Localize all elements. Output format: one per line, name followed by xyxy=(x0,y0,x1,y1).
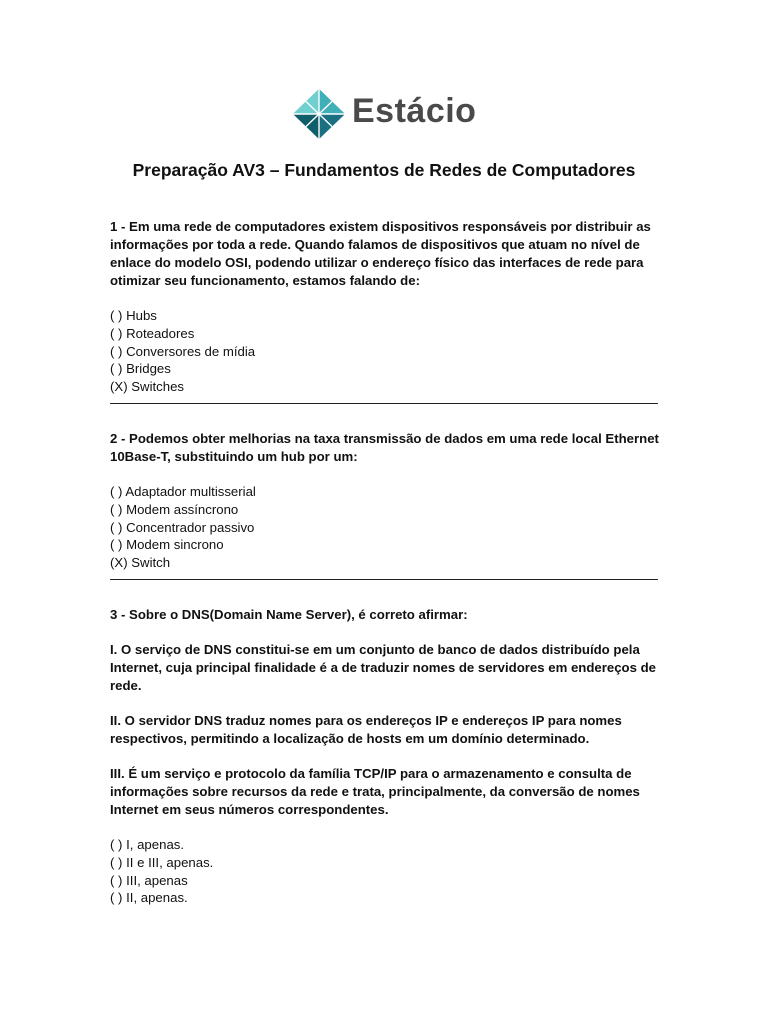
statement-i: I. O serviço de DNS constitui-se em um conjunto de banco de dados distribuído pela Internet, cuja principal finalidade é a de traduzir nomes de servidores em endereços de rede. xyxy=(110,641,656,693)
question-1-options xyxy=(110,307,662,396)
document-content xyxy=(110,218,662,907)
option-adaptador: ( ) Adaptador multisserial xyxy=(110,483,256,499)
option-i: ( ) I, apenas. xyxy=(110,836,185,852)
logo-wordmark: Estácio xyxy=(352,92,477,130)
option-modem-assincrono: ( ) Modem assíncrono xyxy=(110,501,239,517)
option-modem-sincrono: ( ) Modem sincrono xyxy=(110,537,224,553)
option-switches: (X) Switches xyxy=(110,379,185,395)
document-title: Preparação AV3 – Fundamentos de Redes de Computadores xyxy=(132,160,636,180)
option-switch: (X) Switch xyxy=(110,555,171,571)
diamond-logo-icon xyxy=(292,88,346,140)
question-2-prompt: 2 - Podemos obter melhorias na taxa transmissão de dados em uma rede local Ethernet 10Base-T, substituindo um hub por um: xyxy=(110,430,659,464)
question-1-prompt: 1 - Em uma rede de computadores existem dispositivos responsáveis por distribuir as informações por toda a rede. Quando falamos de dispositivos que atuam no nível de enlace do modelo OSI, podendo utilizar o endereço físico das interfaces de rede para otimizar seu funcionamento, estamos falando de: xyxy=(110,219,651,288)
question-2-options xyxy=(110,483,662,572)
statement-ii: II. O servidor DNS traduz nomes para os endereços IP e endereços IP para nomes respectivos, permitindo a localização de hosts em um domínio determinado. xyxy=(110,712,622,746)
option-ii-iii: ( ) II e III, apenas. xyxy=(110,854,214,870)
question-3-options xyxy=(110,836,662,907)
statement-iii: III. É um serviço e protocolo da família TCP/IP para o armazenamento e consulta de informações sobre recursos da rede e trata, principalmente, da conversão de nomes Internet em seus números correspondentes. xyxy=(110,765,640,817)
estacio-logo xyxy=(292,88,477,140)
option-iii: ( ) III, apenas xyxy=(110,872,188,888)
option-ii: ( ) II, apenas. xyxy=(110,890,188,906)
option-concentrador: ( ) Concentrador passivo xyxy=(110,519,255,535)
option-bridges: ( ) Bridges xyxy=(110,361,171,377)
option-conversores: ( ) Conversores de mídia xyxy=(110,343,256,359)
option-hubs: ( ) Hubs xyxy=(110,308,157,323)
question-3-prompt: 3 - Sobre o DNS(Domain Name Server), é correto afirmar: xyxy=(110,606,468,622)
option-roteadores: ( ) Roteadores xyxy=(110,325,195,341)
